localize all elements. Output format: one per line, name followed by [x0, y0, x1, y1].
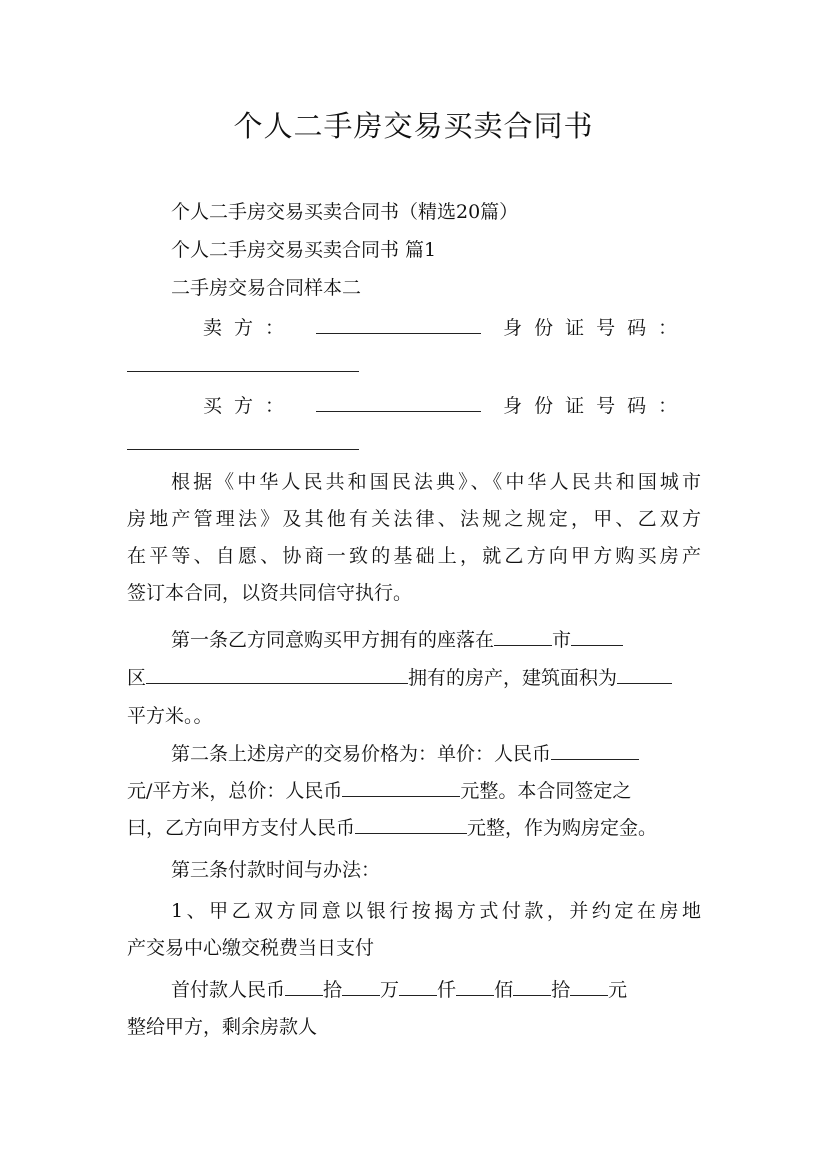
district-blank	[571, 623, 623, 646]
para1-line2: 房地产管理法》及其他有关法律、法规之规定，甲、乙双方	[127, 508, 701, 530]
seller-id-label: 身份证号码：	[503, 317, 690, 339]
article3-item1-line1: 1、甲乙双方同意以银行按揭方式付款，并约定在房地	[171, 900, 701, 922]
article2-line1: 第二条上述房产的交易价格为：单价：人民币	[171, 736, 701, 773]
para1-line4: 签订本合同，以资共同信守执行。	[127, 582, 413, 604]
article2-line3: 曰，乙方向甲方支付人民币 元整，作为购房定金。	[127, 810, 701, 847]
down-payment-line: 首付款人民币 拾 万 仟 佰 拾 元	[171, 972, 701, 1009]
buyer-name-blank	[316, 389, 481, 412]
city-blank	[494, 623, 552, 646]
deposit-blank	[355, 811, 467, 834]
article1-line3: 平方米。。	[127, 705, 213, 727]
document-title: 个人二手房交易买卖合同书	[233, 109, 594, 143]
para1-line1: 根据《中华人民共和国民法典》、《中华人民共和国城市	[171, 471, 701, 493]
address-blank	[146, 661, 408, 684]
area-blank	[617, 661, 672, 684]
down-payment-line2: 整给甲方，剩余房款人	[127, 1016, 318, 1038]
subtitle-line: 个人二手房交易买卖合同书（精选20篇）	[171, 201, 519, 223]
seller-id-blank-line	[127, 348, 701, 385]
seller-name-blank	[316, 311, 481, 334]
section-heading: 个人二手房交易买卖合同书 篇1	[171, 239, 437, 261]
seller-id-blank	[127, 349, 359, 372]
article3-heading: 第三条付款时间与办法：	[171, 859, 381, 881]
article1-line2: 区 拥有的房产，建筑面积为	[127, 660, 701, 697]
buyer-id-blank	[127, 427, 359, 450]
article1-line1: 第一条乙方同意购买甲方拥有的座落在 市	[171, 622, 701, 659]
buyer-id-label: 身份证号码：	[503, 395, 690, 417]
total-price-blank	[342, 774, 460, 797]
article2-line2: 元/平方米，总价：人民币 元整。本合同签定之	[127, 773, 701, 810]
article3-item1-line2: 产交易中心缴交税费当日支付	[127, 937, 375, 959]
sample-heading: 二手房交易合同样本二	[171, 277, 362, 299]
seller-label: 卖方：	[203, 317, 297, 339]
buyer-id-blank-line	[127, 426, 701, 463]
buyer-line	[203, 388, 701, 425]
buyer-label: 买方：	[203, 395, 297, 417]
seller-line	[203, 310, 701, 347]
unit-price-blank	[551, 737, 639, 760]
para1-line3: 在平等、自愿、协商一致的基础上，就乙方向甲方购买房产	[127, 545, 701, 567]
